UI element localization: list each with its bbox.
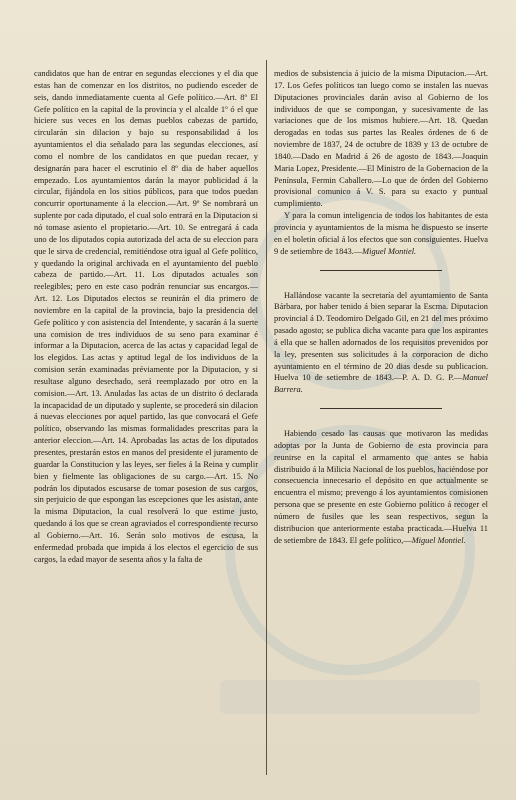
publication-notice-text: Y para la comun inteligencia de todos los habitantes de esta provincia y ayuntamientos de la misma he dispuesto se inserte en el boletin oficial á los efectos que son consiguientes. Huelva 9 de setiembre de 1843.—	[274, 211, 488, 256]
decree-articles-text: candidatos que han de entrar en segundas elecciones y el dia que estas han de comenzar en los distritos, no pudiendo esceder de seis, dando inmediatamente cuenta al Gefe político.—Art. 8º El Gefe político en la capital de la provincia y el alcalde 1º ó el que hiciere sus veces en los demas pueblos cabezas de partido, circularán sin dilacion y bajo su responsabilidad á los ayuntamientos el dia señalado para las segundas elecciones, así como el nombre de los candidatos en que puedan recaer, y designarán para hacer el escrutinio el 8º dia de haber aquellos empezado. Los ayuntamientos darán la mayor publicidad á la circular, fijándola en los sitios públicos, para que todos puedan concurrir oportunamente á la eleccion.—Art. 9º Se nombrará un suplente por cada diputado, el cual solo entrará en la Diputacion si nó tomase asiento el propietario.—Art. 10. Se entregará á cada uno de los diputados copia autorizada del acta de su eleccion para que le sirva de credencial, remitiéndose otra igual al Gefe político, y quedando la original archivada en el ayuntamiento del pueblo cabeza de partido.—Art. 11. Los diputados actuales son reelegibles; pero en este caso podrán renunciar sus encargos.—Art. 12. Los Diputados electos se reunirán el dia primero de noviembre en la capital de la provincia, bajo la presidencia del Gefe político y con asistencia del Intendente, y sacarán á la suerte una comision de tres individuos de su seno para examinar é informar a la Diputacion, acerca de las actas y capacidad legal de los elegidos. Las actas y aptitud legal de los individuos de la comision serán examinadas préviamente por la Diputacion, y si resultase alguno desechado, será reemplazado por otro en la comision.—Art. 13. Anuladas las actas de un distrito ó declarada la incapacidad de un diputado y suplente, se procederá sin dilacion á nuevas elecciones por aquel partido, las que convocará el Gefe político, observando las mismas formalidades prescritas para la anterior eleccion.—Art. 14. Aprobadas las actas de los diputados presentes, prestarán estos en manos del presidente el juramento de guardar la Constitucion y las leyes, ser fieles á la Reina y cumplir bien y fielmente las obligaciones de su cargo.—Art. 15. No podrán los diputados escusarse de tomar posesion de sus cargos, sin perjuicio de que espongan las escepciones que les asistan, ante la misma Diputacion, la cual resolverá lo que estime justo, quedando á los que se crean agraviados el correspondiente recurso al Gobierno.—Art. 16. Serán solo motivos de escusa, la enfermedad probada que impida á los electos el egercicio de sus cargos, la edad mayor de sesenta años y la falta de	[34, 69, 258, 564]
secretary-vacancy-notice	[274, 290, 488, 397]
decree-conclusion-text: medios de subsistencia á juicio de la misma Diputacion.—Art. 17. Los Gefes políticos tan luego como se instalen las nuevas Diputaciones provinciales darán aviso al Gobierno de los individuos de que se compongan, y sucesivamente de las variaciones que de los mismos hubiere.—Art. 18. Quedan derogadas en todas sus partes las Reales órdenes de 6 de noviembre de 1837, 24 de octubre de 1839 y 13 de octubre de 1840.—Dado en Madrid á 26 de agosto de 1843.—Joaquin Maria Lopez, Presidente.—El Ministro de la Gobernacion de la Península, Fermin Caballero.—Lo que de órden del Gobierno provisional comunico á V. S. para su exacto y puntual cumplimiento.	[274, 69, 488, 209]
column-divider	[266, 60, 267, 775]
vacancy-notice-signature: Manuel Barrera.	[274, 373, 488, 395]
publication-notice-signature: Miguel Montiel.	[362, 246, 417, 256]
right-column	[274, 68, 488, 547]
armament-notice	[274, 428, 488, 546]
section-divider	[320, 408, 442, 409]
publication-notice	[274, 210, 488, 257]
left-column	[34, 68, 258, 565]
vacancy-notice-text: Hallándose vacante la secretaría del ayuntamiento de Santa Bárbara, por haber tenido á bien separar la Escma. Diputacion provincial á D. Teodomiro Delgado Gil, en 21 del mes próximo pasado agosto; se publica dicha vacante para que los aspirantes á ella que se hallen adornados de los requisitos prevenidos por la ley, presenten sus solicitudes á la corporacion de dicho ayuntamiento en el término de 20 dias desde su publicacion. Huelva 10 de setiembre de 1843.—P. A. D. G. P.—	[274, 290, 488, 383]
section-divider	[320, 270, 442, 271]
armament-notice-text: Habiendo cesado las causas que motivaron las medidas adoptas por la Junta de Gobierno de esta provincia para reunirse en la capital el armamento que antes se habia distribuido á la Milicia Nacional de los pueblos, haciéndose por consecuencia innecesario el depósito en que actualmente se encuentra el mismo; prevengo á los ayuntamientos comisionen persona que se presente en este Gobierno político á recoger el número de fusiles que les sean respectivos, segun la distribucion que anteriormente estaba practicada.—Huelva 11 de setiembre de 1843. El gefe político,—	[274, 429, 488, 545]
armament-notice-signature: Miguel Montiel.	[411, 535, 466, 545]
